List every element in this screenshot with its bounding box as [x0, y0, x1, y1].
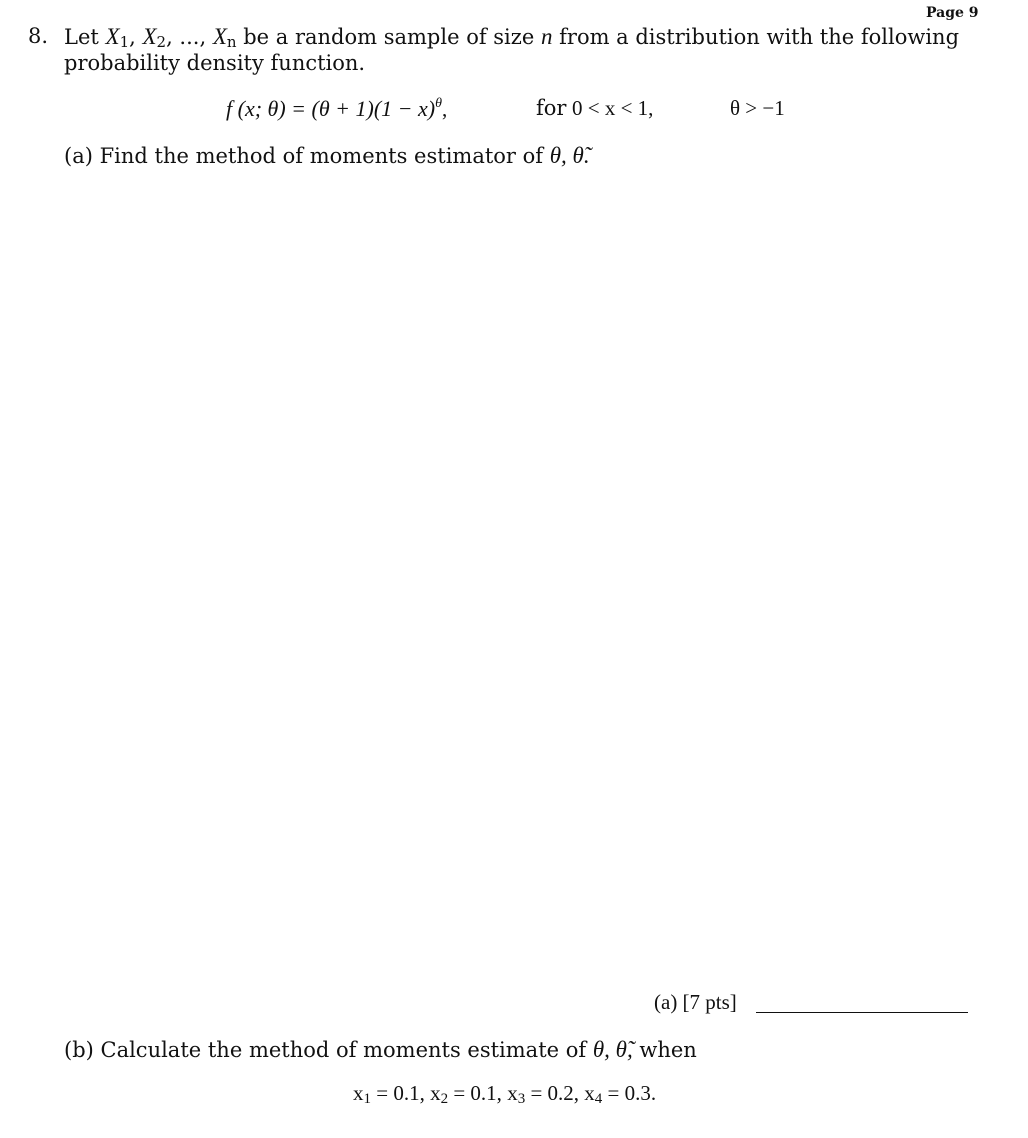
question-number: 8. [28, 24, 49, 48]
x3-subscript: 3 [517, 1091, 526, 1107]
pdf-exponent: θ [435, 96, 442, 111]
part-a-symbols: θ, θ̃. [549, 143, 590, 168]
question-lead: Let [64, 25, 106, 49]
pdf-condition: θ > −1 [730, 96, 785, 120]
separator: , ..., [166, 25, 213, 49]
question-tail: from a distribution with the following [552, 25, 960, 49]
x2-subscript: 2 [440, 1091, 449, 1107]
x4-subscript: 4 [594, 1091, 603, 1107]
part-b-tail: when [632, 1038, 697, 1062]
var-x2: X [142, 24, 157, 49]
part-a-text: (a) Find the method of moments estimator of [64, 144, 550, 168]
x1-name: x [353, 1081, 364, 1105]
x4-name: x [584, 1081, 595, 1105]
x3-value: = 0.2, [525, 1081, 585, 1105]
question-mid: be a random sample of size [236, 25, 541, 49]
x3-name: x [507, 1081, 518, 1105]
pdf-for-word: for [536, 96, 567, 120]
pdf-trail: , [441, 97, 448, 121]
var-xn: X [212, 24, 227, 49]
separator: , [129, 25, 143, 49]
answer-line[interactable] [756, 1012, 968, 1013]
part-a-prompt [64, 143, 590, 169]
pdf-formula [226, 96, 447, 122]
question-text-line1 [64, 24, 959, 50]
pdf-lhs: f (x; θ) = (θ + 1)(1 − x) [226, 96, 436, 121]
page-number: Page 9 [926, 5, 979, 21]
x4-value: = 0.3. [602, 1081, 657, 1105]
var-xn-subscript: n [226, 33, 237, 51]
var-x2-subscript: 2 [156, 33, 167, 51]
pdf-range: 0 < x < 1, [572, 96, 654, 120]
part-b-symbols: θ, θ̃, [592, 1037, 633, 1062]
sample-values [353, 1081, 656, 1106]
question-text-line2: probability density function. [64, 51, 366, 75]
x2-value: = 0.1, [448, 1081, 508, 1105]
part-b-prompt [64, 1037, 697, 1063]
part-b-text: (b) Calculate the method of moments estimate of [64, 1038, 593, 1062]
x1-value: = 0.1, [371, 1081, 431, 1105]
answer-label: (a) [7 pts] [654, 990, 737, 1014]
var-x1: X [105, 24, 120, 49]
var-n: n [540, 24, 553, 49]
x2-name: x [430, 1081, 441, 1105]
var-x1-subscript: 1 [119, 33, 130, 51]
x1-subscript: 1 [363, 1091, 371, 1107]
